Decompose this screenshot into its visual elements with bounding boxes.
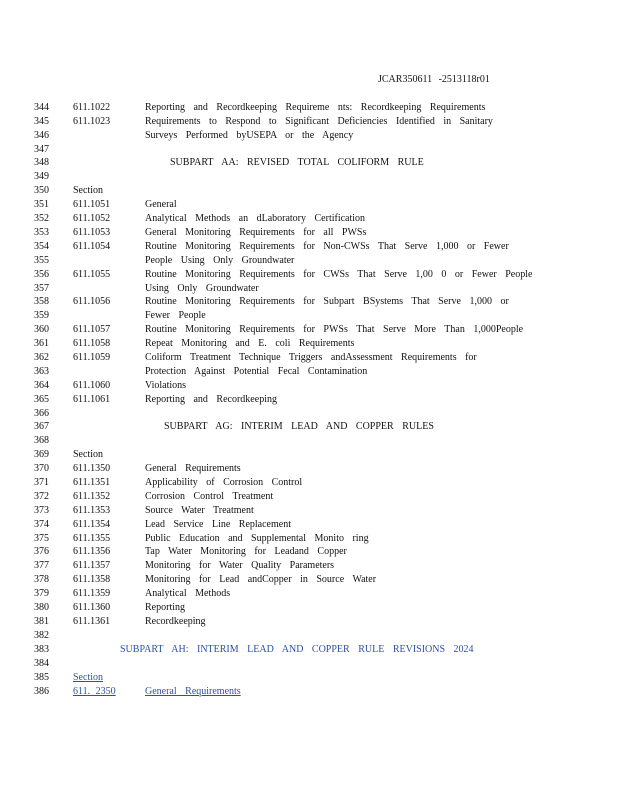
line-number: 369 [34, 449, 49, 460]
section-number: 611.1057 [73, 324, 111, 335]
section-title: Routine Monitoring Requirements for Non-CWSs That Serve 1,000 or Fewer [145, 241, 509, 252]
line-number: 366 [34, 408, 49, 419]
section-title: Corrosion Control Treatment [145, 491, 274, 502]
section-number: 611.1357 [73, 560, 111, 571]
section-title: General Requirements [145, 463, 241, 474]
section-title: Recordkeeping [145, 616, 206, 627]
section-title: Fewer People [145, 310, 206, 321]
section-number: 611.1355 [73, 533, 111, 544]
line-number: 375 [34, 533, 49, 544]
line-number: 361 [34, 338, 49, 349]
section-title: Using Only Groundwater [145, 283, 259, 294]
line-number: 346 [34, 130, 49, 141]
section-number: 611.1022 [73, 102, 111, 113]
line-number: 353 [34, 227, 49, 238]
section-title: Protection Against Potential Fecal Contamination [145, 366, 368, 377]
line-number: 379 [34, 588, 49, 599]
section-number: 611.1054 [73, 241, 111, 252]
document-id: JCAR350611 -2513118r01 [378, 74, 490, 85]
section-title: Coliform Treatment Technique Triggers andAssessment Requirements for [145, 352, 477, 363]
section-title: Reporting and Recordkeeping Requireme nts: Recordkeeping Requirements [145, 102, 486, 113]
line-number: 345 [34, 116, 49, 127]
line-number: 350 [34, 185, 49, 196]
section-title: People Using Only Groundwater [145, 255, 295, 266]
line-number: 386 [34, 686, 49, 697]
section-title: Reporting and Recordkeeping [145, 394, 277, 405]
section-number: 611.1356 [73, 546, 111, 557]
section-title: Repeat Monitoring and E. coli Requirements [145, 338, 355, 349]
section-number: 611.1361 [73, 616, 111, 627]
line-number: 358 [34, 296, 49, 307]
line-number: 372 [34, 491, 49, 502]
section-title: Reporting [145, 602, 185, 613]
line-number: 348 [34, 157, 49, 168]
section-title: Surveys Performed byUSEPA or the Agency [145, 130, 354, 141]
section-title: Analytical Methods an dLaboratory Certification [145, 213, 366, 224]
section-number: 611.1354 [73, 519, 111, 530]
section-title: Tap Water Monitoring for Leadand Copper [145, 546, 347, 557]
section-number-inserted: 611. 2350 [73, 686, 116, 697]
section-title: Analytical Methods [145, 588, 231, 599]
section-title: General [145, 199, 177, 210]
line-number: 385 [34, 672, 49, 683]
line-number: 383 [34, 644, 49, 655]
line-number: 356 [34, 269, 49, 280]
line-number: 377 [34, 560, 49, 571]
section-title: Public Education and Supplemental Monito ring [145, 533, 369, 544]
line-number: 363 [34, 366, 49, 377]
line-number: 374 [34, 519, 49, 530]
section-title: Routine Monitoring Requirements for Subpart BSystems That Serve 1,000 or [145, 296, 509, 307]
line-number: 359 [34, 310, 49, 321]
section-title: Routine Monitoring Requirements for PWSs That Serve More Than 1,000People [145, 324, 524, 335]
line-number: 376 [34, 546, 49, 557]
line-number: 384 [34, 658, 49, 669]
section-title: General Monitoring Requirements for all PWSs [145, 227, 367, 238]
line-number: 382 [34, 630, 49, 641]
section-title: Violations [145, 380, 187, 391]
line-number: 352 [34, 213, 49, 224]
section-number: 611.1052 [73, 213, 111, 224]
section-label: Section [73, 185, 103, 196]
section-number: 611.1056 [73, 296, 111, 307]
section-number: 611.1058 [73, 338, 111, 349]
section-number: 611.1352 [73, 491, 111, 502]
section-number: 611.1353 [73, 505, 111, 516]
section-number: 611.1060 [73, 380, 111, 391]
subpart-heading: SUBPART AA: REVISED TOTAL COLIFORM RULE [170, 157, 424, 168]
section-number: 611.1051 [73, 199, 111, 210]
line-number: 354 [34, 241, 49, 252]
line-number: 381 [34, 616, 49, 627]
section-label: Section [73, 449, 103, 460]
section-number: 611.1351 [73, 477, 111, 488]
line-number: 360 [34, 324, 49, 335]
section-number: 611.1055 [73, 269, 111, 280]
line-number: 357 [34, 283, 49, 294]
section-number: 611.1350 [73, 463, 111, 474]
section-title: Monitoring for Water Quality Parameters [145, 560, 335, 571]
section-number: 611.1360 [73, 602, 111, 613]
section-number: 611.1359 [73, 588, 111, 599]
line-number: 367 [34, 421, 49, 432]
section-title-inserted: General Requirements [145, 686, 241, 697]
line-number: 347 [34, 144, 49, 155]
subpart-heading: SUBPART AG: INTERIM LEAD AND COPPER RULES [164, 421, 434, 432]
section-number: 611.1023 [73, 116, 111, 127]
line-number: 349 [34, 171, 49, 182]
section-number: 611.1053 [73, 227, 111, 238]
line-number: 365 [34, 394, 49, 405]
line-number: 362 [34, 352, 49, 363]
section-title: Source Water Treatment [145, 505, 254, 516]
section-title: Routine Monitoring Requirements for CWSs That Serve 1,00 0 or Fewer People [145, 269, 533, 280]
line-number: 368 [34, 435, 49, 446]
section-title: Monitoring for Lead andCopper in Source Water [145, 574, 377, 585]
subpart-heading-inserted: SUBPART AH: INTERIM LEAD AND COPPER RULE REVISIONS 2024 [120, 644, 474, 655]
section-number: 611.1059 [73, 352, 111, 363]
section-title: Lead Service Line Replacement [145, 519, 291, 530]
line-number: 355 [34, 255, 49, 266]
line-number: 351 [34, 199, 49, 210]
section-title: Requirements to Respond to Significant Deficiencies Identified in Sanitary [145, 116, 493, 127]
line-number: 344 [34, 102, 49, 113]
line-number: 373 [34, 505, 49, 516]
line-number: 370 [34, 463, 49, 474]
line-number: 364 [34, 380, 49, 391]
line-number: 378 [34, 574, 49, 585]
section-label-inserted: Section [73, 672, 103, 683]
section-number: 611.1061 [73, 394, 111, 405]
section-number: 611.1358 [73, 574, 111, 585]
section-title: Applicability of Corrosion Control [145, 477, 303, 488]
line-number: 380 [34, 602, 49, 613]
line-number: 371 [34, 477, 49, 488]
